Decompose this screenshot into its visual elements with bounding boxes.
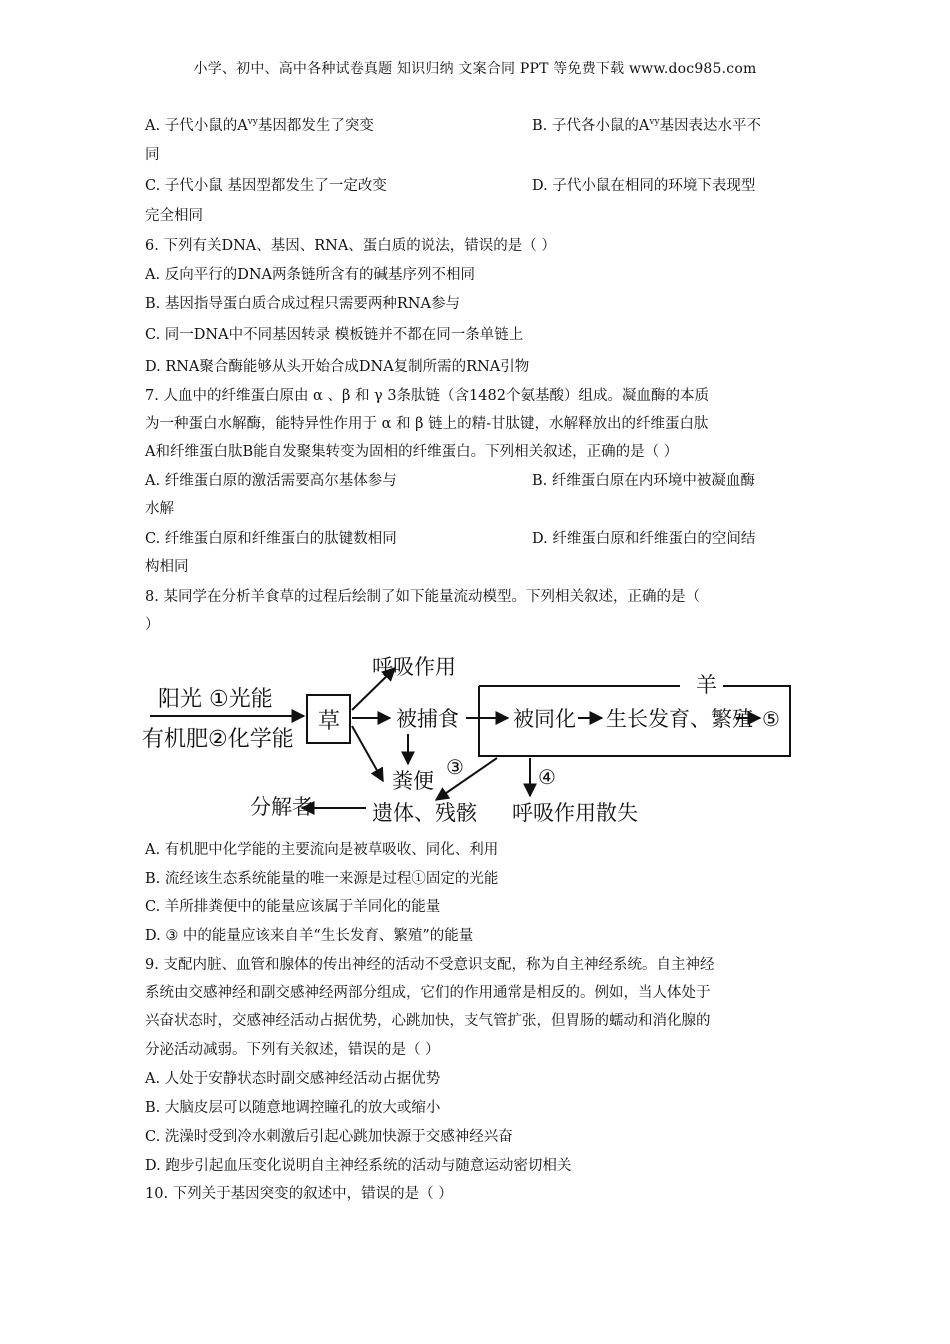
q8-stem-line1: 8. 某同学在分析羊食草的过程后绘制了如下能量流动模型。下列相关叙述，正确的是（	[145, 589, 700, 605]
q5-option-d: D. 子代小鼠在相同的环境下表现型	[532, 178, 756, 194]
label-three: ③	[446, 755, 464, 779]
q9-stem-line1: 9. 支配内脏、血管和腺体的传出神经的活动不受意识支配，称为自主神经系统。自主神经	[145, 957, 715, 973]
q9-option-d: D. 跑步引起血压变化说明自主神经系统的活动与随意运动密切相关	[145, 1158, 572, 1174]
q7-option-b-cont: 水解	[145, 501, 174, 517]
q9-option-a: A. 人处于安静状态时副交感神经活动占据优势	[145, 1071, 441, 1087]
q7-stem-line2: 为一种蛋白水解酶，能特异性作用于 α 和 β 链上的精-甘肽键，水解释放出的纤维蛋白肽	[145, 416, 709, 432]
remains-label: 遗体、残骸	[372, 801, 477, 825]
q8-option-c: C. 羊所排粪便中的能量应该属于羊同化的能量	[145, 899, 441, 915]
q8-stem-line2: ）	[145, 617, 160, 633]
q5-option-c: C. 子代小鼠 基因型都发生了一定改变	[145, 178, 387, 194]
eaten-label: 被捕食	[396, 707, 459, 731]
q8-option-d: D. ③ 中的能量应该来自羊“生长发育、繁殖”的能量	[145, 928, 474, 944]
q9-stem-line2: 系统由交感神经和副交感神经两部分组成，它们的作用通常是相反的。例如，当人体处于	[145, 985, 711, 1001]
feces-label: 粪便	[392, 769, 434, 793]
page-header: 小学、初中、高中各种试卷真题 知识归纳 文案合同 PPT 等免费下载 www.doc985.com	[193, 61, 757, 77]
q9-stem-line3: 兴奋状态时，交感神经活动占据优势，心跳加快，支气管扩张，但胃肠的蠕动和消化腺的	[145, 1013, 711, 1029]
q6-option-c: C. 同一DNA中不同基因转录 模板链并不都在同一条单链上	[145, 327, 524, 343]
q7-option-d: D. 纤维蛋白原和纤维蛋白的空间结	[532, 531, 756, 547]
fertilizer-label: 有机肥②化学能	[142, 727, 294, 752]
q7-stem-line3: A和纤维蛋白肽B能自发聚集转变为固相的纤维蛋白。下列相关叙述，正确的是（ ）	[145, 444, 679, 460]
label-four: ④	[538, 765, 556, 789]
sheep-label: 羊	[696, 673, 717, 697]
q6-stem: 6. 下列有关DNA、基因、RNA、蛋白质的说法，错误的是（ ）	[145, 238, 556, 254]
respiration-loss-label: 呼吸作用散失	[512, 801, 638, 825]
decomposer-label: 分解者	[250, 795, 313, 819]
q8-option-b: B. 流经该生态系统能量的唯一来源是过程①固定的光能	[145, 871, 499, 887]
q6-option-a: A. 反向平行的DNA两条链所含有的碱基序列不相同	[145, 267, 475, 283]
label-five: ⑤	[762, 707, 780, 731]
q5-option-d-cont: 完全相同	[145, 208, 203, 224]
q6-option-d: D. RNA聚合酶能够从头开始合成DNA复制所需的RNA引物	[145, 359, 530, 375]
arrow-to-remains	[352, 726, 383, 781]
q7-option-a: A. 纤维蛋白原的激活需要高尔基体参与	[145, 473, 397, 489]
q7-option-b: B. 纤维蛋白原在内环境中被凝血酶	[532, 473, 755, 489]
growth-label: 生长发育、繁殖	[606, 707, 753, 731]
assimilated-label: 被同化	[513, 707, 576, 731]
q9-option-c: C. 洗澡时受到冷水刺激后引起心跳加快源于交感神经兴奋	[145, 1129, 513, 1145]
q7-stem-line1: 7. 人血中的纤维蛋白原由 α 、β 和 γ 3条肽链（含1482个氨基酸）组成。凝血酶的本质	[145, 388, 709, 404]
q5-option-b-cont: 同	[145, 147, 160, 163]
q8-option-a: A. 有机肥中化学能的主要流向是被草吸收、同化、利用	[145, 842, 499, 858]
q5-option-a: A. 子代小鼠的$A^{vy}$基因都发生了突变	[145, 117, 374, 134]
grass-label: 草	[318, 709, 341, 734]
q5-option-b: B. 子代各小鼠的$A^{vy}$基因表达水平不	[532, 117, 762, 134]
sunlight-label: 阳光 ①光能	[158, 687, 273, 712]
q6-option-b: B. 基因指导蛋白质合成过程只需要两种RNA参与	[145, 296, 460, 312]
q7-option-c: C. 纤维蛋白原和纤维蛋白的肽键数相同	[145, 531, 397, 547]
respiration-top-label: 呼吸作用	[372, 655, 456, 679]
q9-stem-line4: 分泌活动减弱。下列有关叙述，错误的是（ ）	[145, 1042, 440, 1058]
q7-option-d-cont: 构相同	[145, 559, 189, 575]
q9-option-b: B. 大脑皮层可以随意地调控瞳孔的放大或缩小	[145, 1100, 441, 1116]
energy-flow-diagram	[140, 648, 820, 834]
q10-stem: 10. 下列关于基因突变的叙述中，错误的是（ ）	[145, 1186, 453, 1202]
